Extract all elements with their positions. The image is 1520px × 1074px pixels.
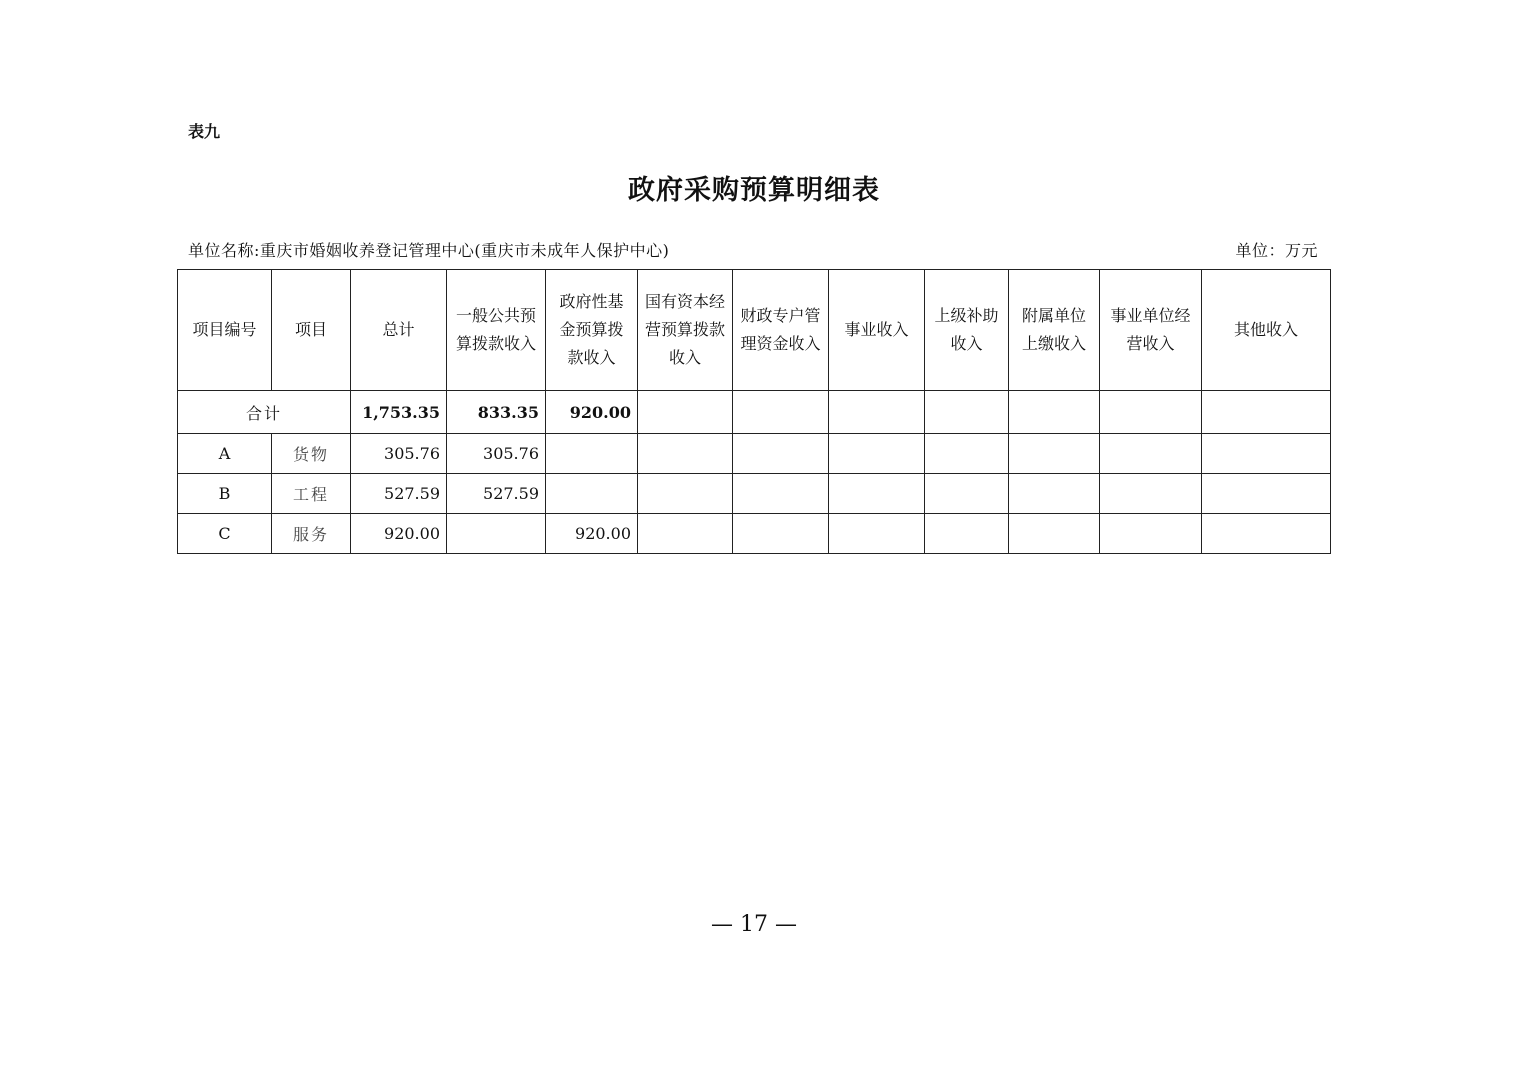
header-cell: 政府性基金预算拨款收入 (546, 270, 638, 391)
total-cell (1100, 391, 1202, 434)
table-cell (1009, 434, 1100, 474)
header-cell: 财政专户管理资金收入 (733, 270, 829, 391)
header-cell: 上级补助收入 (925, 270, 1009, 391)
table-cell (1009, 474, 1100, 514)
table-row (178, 474, 1331, 514)
document-title: 政府采购预算明细表 (628, 175, 880, 206)
table-cell (829, 434, 925, 474)
table-cell (638, 434, 733, 474)
unit-name: 单位名称:重庆市婚姻收养登记管理中心(重庆市未成年人保护中心) (188, 241, 670, 260)
table-cell (925, 514, 1009, 554)
table-cell: 305.76 (351, 434, 447, 474)
table-cell (638, 514, 733, 554)
item-code: B (178, 474, 272, 514)
header-cell: 国有资本经营预算拨款收入 (638, 270, 733, 391)
table-cell (733, 474, 829, 514)
header-cell: 事业单位经营收入 (1100, 270, 1202, 391)
table-cell (733, 514, 829, 554)
header-row (178, 270, 1331, 391)
total-cell (925, 391, 1009, 434)
table-cell (1100, 514, 1202, 554)
header-cell: 一般公共预算拨款收入 (447, 270, 546, 391)
table-cell (546, 434, 638, 474)
total-cell (1202, 391, 1331, 434)
item-name: 货物 (272, 434, 351, 474)
header-cell: 总计 (351, 270, 447, 391)
item-name: 工程 (272, 474, 351, 514)
item-name: 服务 (272, 514, 351, 554)
total-cell (638, 391, 733, 434)
total-cell (733, 391, 829, 434)
header-cell: 事业收入 (829, 270, 925, 391)
table-cell (829, 514, 925, 554)
table-cell (1100, 434, 1202, 474)
table-cell: 920.00 (546, 514, 638, 554)
item-code: A (178, 434, 272, 474)
table-row (178, 514, 1331, 554)
table-cell (638, 474, 733, 514)
table-cell (546, 474, 638, 514)
table-cell: 527.59 (351, 474, 447, 514)
table-cell (925, 474, 1009, 514)
total-cell: 1,753.35 (351, 391, 447, 434)
total-cell (829, 391, 925, 434)
page-number: — 17 — (711, 912, 797, 937)
table-cell (1009, 514, 1100, 554)
header-cell: 附属单位上缴收入 (1009, 270, 1100, 391)
total-label: 合计 (178, 391, 351, 434)
table-cell (733, 434, 829, 474)
table-cell (1202, 474, 1331, 514)
total-row (178, 391, 1331, 434)
total-cell: 833.35 (447, 391, 546, 434)
procurement-budget-table (177, 269, 1331, 554)
table-row (178, 434, 1331, 474)
header-cell: 项目 (272, 270, 351, 391)
table-cell (925, 434, 1009, 474)
header-cell: 项目编号 (178, 270, 272, 391)
table-cell (1100, 474, 1202, 514)
total-cell: 920.00 (546, 391, 638, 434)
item-code: C (178, 514, 272, 554)
table-cell: 527.59 (447, 474, 546, 514)
table-cell: 920.00 (351, 514, 447, 554)
table-cell (1202, 514, 1331, 554)
header-cell: 其他收入 (1202, 270, 1331, 391)
table-label: 表九 (188, 122, 221, 141)
unit-of-measure: 单位：万元 (1235, 241, 1318, 260)
table-cell (447, 514, 546, 554)
table-cell (829, 474, 925, 514)
table-cell (1202, 434, 1331, 474)
total-cell (1009, 391, 1100, 434)
table-cell: 305.76 (447, 434, 546, 474)
